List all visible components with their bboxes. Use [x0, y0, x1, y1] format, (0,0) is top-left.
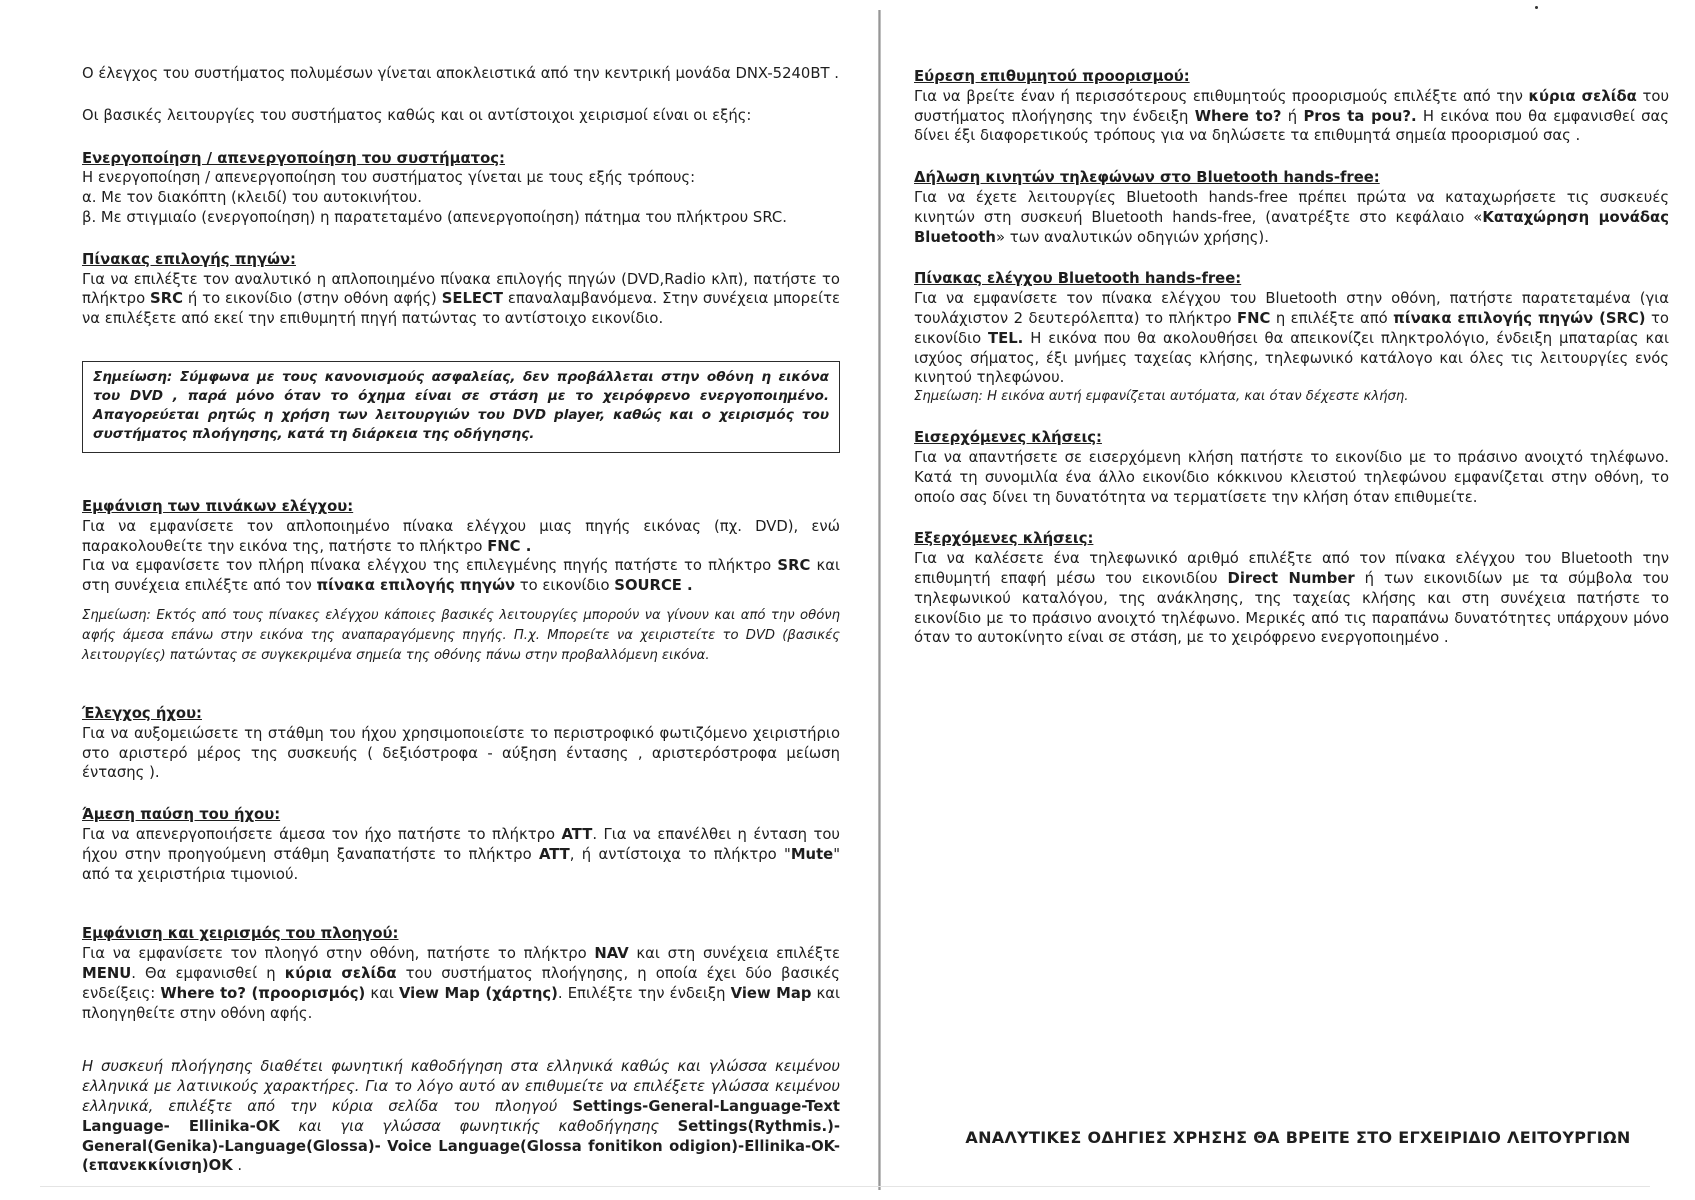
text-run: Για να εμφανίσετε τον πλοηγό στην οθόνη, πατήστε το πλήκτρο: [82, 945, 595, 963]
text-run: Για να βρείτε έναν ή περισσότερους επιθυμητούς προορισμούς επιλέξτε από την: [914, 87, 1529, 105]
text-run: . Για να επανέλθει η ένταση του ήχου στην προηγούμενη στάθμη ξαναπατήστε το πλήκτρο: [82, 825, 840, 863]
key-nav: NAV: [594, 945, 629, 963]
key-src: SRC: [150, 290, 183, 308]
page-bottom-edge: [40, 1186, 1650, 1187]
text-run: . Θα εμφανισθεί η: [131, 964, 285, 982]
section-bt-panel: [914, 269, 1669, 406]
text-run: το εικονίδιο: [515, 577, 615, 595]
menu-term: MENU: [82, 964, 132, 982]
section-title: Εξερχόμενες κλήσεις:: [914, 530, 1094, 548]
text-run: το εικονίδιο: [914, 309, 1669, 347]
bt-panel-note: Σημείωση: Η εικόνα αυτή εμφανίζεται αυτόματα, και όταν δέχεστε κλήση.: [914, 389, 1409, 405]
intro-list-lead: Οι βασικές λειτουργίες του συστήματος καθώς και οι αντίστοιχοι χειρισμοί είναι οι εξής:: [82, 106, 752, 124]
text-language-path: Settings-General-Language-Text Language- Ellinika-OK: [82, 1097, 840, 1135]
section-incoming-calls: [914, 428, 1669, 507]
text-run: » των αναλυτικών οδηγιών χρήσης).: [995, 228, 1269, 246]
main-page-term: κύρια σελίδα: [1528, 87, 1637, 105]
text-run: του συστήματος πλοήγησης, η οποία έχει δύο βασικές ενδείξεις:: [82, 964, 840, 1002]
text-run: και στη συνέχεια επιλέξτε από τον: [82, 557, 840, 595]
view-map-term: View Map (χάρτης): [398, 984, 558, 1002]
key-src: SRC: [777, 557, 811, 575]
text-run: Η συσκευή πλοήγησης διαθέτει φωνητική καθοδήγηση στα ελληνικά καθώς και γλώσσα κειμένου ελληνικά με λατινικούς χαρακτήρες. Για το λόγο αυτό αν επιθυμείτε να επιλέξετε γλώσσα κειμένου ελληνικά, επιλέξτε από την κύρια σελίδα του πλοηγού: [82, 1058, 840, 1115]
section-sources: [82, 250, 840, 329]
key-fnc: FNC: [1237, 309, 1271, 327]
left-page: [82, 64, 840, 1176]
navigation-paragraph: [82, 944, 840, 1023]
main-page-term: κύρια σελίδα: [284, 964, 397, 982]
text-run: Για να έχετε λειτουργίες Bluetooth hands-free πρέπει πρώτα να καταχωρήσετε τις συσκευές κινητών στη συσκευή Bluetooth hands-free, (ανατρέξτε στο κεφάλαιο «: [914, 188, 1669, 226]
view-map-term: View Map: [730, 984, 812, 1002]
text-run: η επιλέξτε από: [1270, 309, 1394, 327]
section-title: Εμφάνιση των πινάκων ελέγχου:: [82, 497, 354, 515]
text-run: Για να απενεργοποιήσετε άμεσα τον ήχο πατήστε το πλήκτρο: [82, 825, 562, 843]
section-title: Εισερχόμενες κλήσεις:: [914, 429, 1102, 447]
key-att: ATT: [561, 825, 593, 843]
mute-paragraph: [82, 825, 840, 884]
text-run: , ή αντίστοιχα το πλήκτρο ": [569, 845, 791, 863]
section-outgoing-calls: [914, 529, 1669, 648]
section-title: Έλεγχος ήχου:: [82, 704, 202, 722]
source-panel-term: πίνακα επιλογής πηγών (SRC): [1393, 309, 1646, 327]
text-run: " από τα χειριστήρια τιμονιού.: [82, 845, 840, 883]
section-title: Ενεργοποίηση / απενεργοποίηση του συστήματος:: [82, 149, 505, 167]
key-select: SELECT: [441, 290, 503, 308]
bt-registration-paragraph: [914, 188, 1669, 247]
text-run: ή το εικονίδιο (στην οθόνη αφής): [182, 290, 442, 308]
section-volume: [82, 704, 840, 783]
where-to-term: Where to?: [1194, 107, 1282, 125]
section-panels: [82, 497, 840, 666]
text-run: ή: [1281, 107, 1304, 125]
text-run: Για να εμφανίσετε τον πλήρη πίνακα ελέγχου της επιλεγμένης πηγής πατήστε το πλήκτρο: [82, 557, 778, 575]
text-run: Για να επιλέξτε τον αναλυτικό η απλοποιημένο πίνακα επιλογής πηγών (DVD,Radio κλπ), πατήστε το πλήκτρο: [82, 270, 840, 308]
section-mute: [82, 805, 840, 884]
section-title: Εύρεση επιθυμητού προορισμού:: [914, 68, 1190, 85]
pros-ta-pou-term: Pros ta pou?.: [1303, 107, 1417, 125]
incoming-calls-paragraph: Για να απαντήσετε σε εισερχόμενη κλήση πατήστε το εικονίδιο με το πράσινο ανοιχτό τηλέφωνο. Κατά τη συνομιλία ένα άλλο εικονίδιο κόκκινου κλειστού τηλεφώνου εμφανίζεται στην οθόνη, το οποίο σας δίνει τη δυνατότητα να τερματίσετε την κλήση όταν επιθυμείτε.: [914, 448, 1669, 506]
section-navigation: [82, 924, 840, 1023]
volume-paragraph: Για να αυξομειώσετε τη στάθμη του ήχου χρησιμοποιείστε το περιστροφικό φωτιζόμενο χειριστήριο στο αριστερό μέρος της συσκευής ( δεξιόστροφα - αύξηση έντασης , αριστερόστροφα μείωση έντασης ).: [82, 724, 840, 782]
text-run: και πλοηγηθείτε στην οθόνη αφής.: [82, 984, 841, 1022]
text-run: επαναλαμβανόμενα. Στην συνέχεια μπορείτε να επιλέξετε από εκεί την επιθυμητή πηγή πατώντας το αντίστοιχο εικονίδιο.: [82, 290, 840, 328]
source-icon-term: SOURCE .: [614, 577, 693, 595]
source-panel-term: πίνακα επιλογής πηγών: [316, 577, 516, 595]
section-bt-registration: [914, 168, 1669, 247]
where-to-term: Where to? (προορισμός): [160, 984, 366, 1002]
text-run: ή των εικονιδίων με τα σύμβολα του τηλεφωνικού καταλόγου, της ανάκλησης, της ταχείας κλήσης και στη συνέχεια πατήστε το εικονίδιο με το πράσινο ανοιχτό τηλέφωνο. Μερικές από τις παραπάνω δυνατότητες υπάρχουν μόνο όταν το αυτοκίνητο είναι σε στάση, με το χειρόφρενο ενεργοποιημένο .: [914, 569, 1669, 647]
key-mute: Mute: [790, 845, 834, 863]
manual-reference-footer: ΑΝΑΛΥΤΙΚΕΣ ΟΔΗΓΙΕΣ ΧΡΗΣΗΣ ΘΑ ΒΡΕΙΤΕ ΣΤΟ ΕΓΧΕΙΡΙΔΙΟ ΛΕΙΤΟΥΡΓΙΩΝ: [965, 1128, 1631, 1147]
section-title: Δήλωση κινητών τηλεφώνων στο Bluetooth hands-free:: [914, 169, 1380, 187]
page-gutter: [878, 10, 881, 1190]
panels-paragraph-1: [82, 517, 840, 557]
power-line: Η ενεργοποίηση / απενεργοποίηση του συστήματος γίνεται με τους εξής τρόπους:: [82, 169, 696, 187]
sources-paragraph: [82, 270, 840, 329]
key-att: ATT: [538, 845, 570, 863]
section-power: [82, 149, 840, 228]
text-run: Για να εμφανίσετε τον πίνακα ελέγχου του Bluetooth στην οθόνη, πατήστε παρατεταμένα (για τουλάχιστον 2 δευτερόλεπτα) το πλήκτρο: [914, 290, 1669, 327]
panels-note: Σημείωση: Εκτός από τους πίνακες ελέγχου κάποιες βασικές λειτουργίες μπορούν να γίνουν και από την οθόνη αφής άμεσα επάνω στην εικόνα της αναπαραγόμενης πηγής. Π.χ. Μπορείτε να χειριστείτε το DVD (βασικές λειτουργίες) πατώντας σε συγκεκριμένα σημεία της οθόνης πάνω στην προβαλλόμενη εικόνα.: [82, 607, 840, 663]
section-title: Εμφάνιση και χειρισμός του πλοηγού:: [82, 925, 399, 943]
voice-language-paragraph: [82, 1057, 840, 1176]
right-page: [914, 67, 1669, 648]
outgoing-calls-paragraph: [914, 549, 1669, 648]
text-run: Για να καλέσετε ένα τηλεφωνικό αριθμό επιλέξτε από τον πίνακα ελέγχου του Bluetooth την επιθυμητή επαφή μέσω του εικονιδίου: [914, 550, 1669, 587]
text-run: και στη συνέχεια επιλέξτε: [628, 945, 840, 963]
key-fnc: FNC .: [487, 537, 532, 555]
text-run: .: [232, 1157, 243, 1175]
text-run: και: [365, 984, 399, 1002]
panels-paragraph-2: [82, 556, 840, 596]
scan-speck: [1535, 6, 1538, 9]
text-run: και για γλώσσα φωνητικής καθοδήγησης: [279, 1117, 678, 1135]
text-run: Η εικόνα που θα εμφανισθεί σας δίνει έξι διαφορετικούς τρόπους για να δηλώσετε τα επιθυμητά σημεία προορισμού σας .: [914, 107, 1669, 145]
section-title: Πίνακας ελέγχου Bluetooth hands-free:: [914, 270, 1242, 288]
power-line: β. Με στιγμιαίο (ενεργοποίηση) η παρατεταμένο (απενεργοποίηση) πάτημα του πλήκτρου SRC.: [82, 208, 787, 226]
section-title: Άμεση παύση του ήχου:: [82, 806, 281, 824]
direct-number-term: Direct Number: [1227, 569, 1355, 587]
text-run: του συστήματος πλοήγησης την ένδειξη: [914, 87, 1670, 125]
text-run: Για να εμφανίσετε τον απλοποιημένο πίνακα ελέγχου μιας πηγής εικόνας (πχ. DVD), ενώ παρακολουθείτε την εικόνα της, πατήστε το πλήκτρο: [82, 517, 840, 555]
section-destination: [914, 67, 1669, 146]
voice-language-path: Settings(Rythmis.)-General(Genika)-Language(Glossa)- Voice Language(Glossa fonitikon odigion)-Ellinika-OK-(επανεκκίνιση)OK: [82, 1117, 841, 1175]
bt-panel-paragraph: [914, 289, 1669, 388]
text-run: Η εικόνα που θα ακολουθήσει θα απεικονίζει πληκτρολόγιο, ένδειξη μπαταρίας και ισχύος σήματος, έξι μνήμες ταχείας κλήσης, τηλεφωνικό κατάλογο και όλες τις λειτουργίες ενός κινητού τηλεφώνου.: [914, 329, 1669, 387]
section-title: Πίνακας επιλογής πηγών:: [82, 250, 296, 268]
text-run: . Επιλέξτε την ένδειξη: [557, 984, 731, 1002]
destination-paragraph: [914, 87, 1669, 146]
tel-icon-term: TEL.: [988, 329, 1024, 347]
safety-warning-text: Σημείωση: Σύμφωνα με τους κανονισμούς ασφαλείας, δεν προβάλλεται στην οθόνη η εικόνα του DVD , παρά μόνο όταν το όχημα είναι σε στάση με το χειρόφρενο ενεργοποιημένο. Απαγορεύεται ρητώς η χρήση των λειτουργιών του DVD player, καθώς και ο χειρισμός του συστήματος πλοήγησης, κατά τη διάρκεια της οδήγησης.: [93, 368, 829, 442]
bt-registration-chapter: Καταχώρηση μονάδας Bluetooth: [914, 208, 1669, 246]
safety-warning-box: [82, 361, 840, 453]
intro-paragraph: Ο έλεγχος του συστήματος πολυμέσων γίνεται αποκλειστικά από την κεντρική μονάδα DNX-5240BT .: [82, 65, 839, 82]
power-line: α. Με τον διακόπτη (κλειδί) του αυτοκινήτου.: [82, 189, 422, 207]
